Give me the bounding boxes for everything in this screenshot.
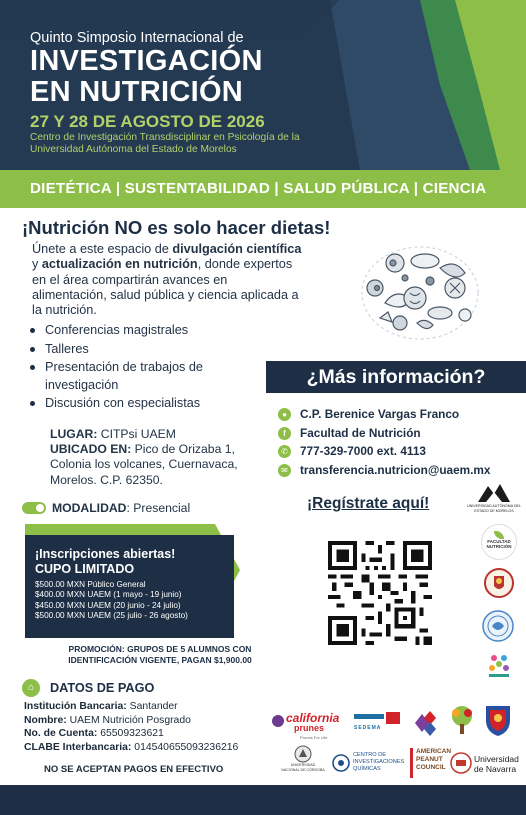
- california-prunes-logo: [272, 711, 342, 745]
- event-venue-line2: Universidad Autónoma del Estado de Morelos: [30, 143, 237, 155]
- modality-line: [22, 500, 190, 516]
- payment-value: 014540655093236216: [131, 741, 239, 753]
- cordoba-crest-icon: [294, 745, 312, 763]
- no-cash-notice: NO SE ACEPTAN PAGOS EN EFECTIVO: [44, 764, 224, 775]
- payment-label: Nombre:: [24, 714, 67, 726]
- event-title-line2: EN NUTRICIÓN: [30, 76, 244, 108]
- payment-label: Institución Bancaria:: [24, 701, 127, 712]
- contact-person: [278, 405, 518, 423]
- sedema-logo: [354, 712, 404, 734]
- payment-row: [24, 700, 274, 714]
- person-icon: ●: [278, 408, 291, 421]
- list-item: Discusión con especialistas: [30, 395, 260, 413]
- navarra-line-2: de Navarra: [474, 764, 517, 774]
- prunes-tagline: Prunes For Life: [300, 735, 328, 740]
- event-header: [0, 0, 526, 170]
- venue-value: CITPsi UAEM: [97, 427, 176, 441]
- registration-box: [25, 535, 234, 638]
- modality-label: MODALIDAD: [52, 501, 127, 515]
- promo-line2: IDENTIFICACIÓN VIGENTE, PAGAN $1,900.00: [68, 655, 252, 665]
- health-program-icon: [486, 652, 512, 680]
- contact-list: [278, 405, 518, 479]
- phone-icon: ✆: [278, 445, 291, 458]
- register-link[interactable]: ¡Regístrate aquí!: [307, 495, 430, 512]
- payment-row: [24, 714, 274, 728]
- payment-value: UAEM Nutrición Posgrado: [66, 714, 191, 726]
- list-item: $500.00 MXN Público General: [35, 580, 146, 589]
- contact-facebook-text[interactable]: Facultad de Nutrición: [300, 425, 421, 440]
- venue-line: [50, 427, 265, 442]
- intro-bold-1: divulgación científica: [172, 242, 302, 256]
- uaem-emblem-icon: [476, 480, 512, 504]
- intro-text-1: Únete a este espacio de: [32, 242, 173, 256]
- facebook-icon: f: [278, 427, 291, 440]
- payment-heading: [22, 679, 154, 697]
- tree-emblem-icon: [447, 704, 477, 738]
- facultad-caption-1: FACULTAD: [487, 539, 511, 544]
- event-venue: [30, 132, 360, 155]
- centro-caption-3: QUÍMICAS: [353, 766, 381, 772]
- payment-row: [24, 727, 274, 741]
- event-date: 27 Y 28 DE AGOSTO DE 2026: [30, 112, 265, 131]
- leaf-icon: [494, 531, 504, 539]
- contact-phone[interactable]: [278, 442, 518, 460]
- activities-list: [30, 322, 260, 414]
- contact-facebook[interactable]: [278, 424, 518, 442]
- list-item: $400.00 MXN UAEM (1 mayo - 19 junio): [35, 590, 182, 600]
- cordoba-caption-1: UNIVERSIDAD: [290, 763, 316, 767]
- intro-heading: ¡Nutrición NO es solo hacer dietas!: [22, 217, 331, 238]
- uaem-caption: UNIVERSIDAD AUTÓNOMA DEL ESTADO DE MORELOS: [467, 504, 521, 513]
- prune-icon: [272, 715, 284, 727]
- payment-value: Santander: [126, 701, 178, 712]
- event-title: [30, 46, 263, 108]
- contact-email-text[interactable]: transferencia.nutricion@uaem.mx: [300, 462, 491, 477]
- registration-qr-code[interactable]: [328, 541, 432, 645]
- group-promotion: [45, 644, 275, 666]
- address-line: [50, 442, 265, 488]
- more-info-heading: ¿Más información?: [266, 361, 526, 393]
- navarra-seal-icon: [450, 751, 472, 775]
- payment-value: 65509323621: [97, 728, 164, 740]
- cordoba-logo: [278, 745, 328, 779]
- vegetables-illustration: [355, 243, 485, 343]
- topics-banner: DIETÉTICA | SUSTENTABILIDAD | SALUD PÚBLICA | CIENCIA: [0, 170, 526, 208]
- prunes-text: prunes: [294, 723, 325, 733]
- navarra-line-1: Universidad: [474, 754, 519, 764]
- california-text: california: [286, 711, 340, 725]
- sedema-text: SEDEMA: [354, 725, 382, 731]
- facultad-caption-2: NUTRICIÓN: [486, 544, 512, 549]
- list-item: Conferencias magistrales: [30, 322, 260, 340]
- peanut-line-2: PEANUT: [416, 756, 443, 763]
- navarra-logo: [450, 748, 522, 778]
- sedema-stripe: [354, 714, 384, 719]
- contact-phone-text[interactable]: 777-329-7000 ext. 4113: [300, 444, 426, 458]
- list-item: Talleres: [30, 341, 260, 359]
- promo-line1: PROMOCIÓN: GRUPOS DE 5 ALUMNOS CON: [68, 644, 252, 654]
- crest-icon: [482, 702, 514, 738]
- intro-text-3: , donde expertos en el área compartirán avances en alimentación, salud pública y ciencia aplicada a la nutrición.: [32, 257, 299, 318]
- contact-person-text: C.P. Berenice Vargas Franco: [300, 407, 460, 421]
- modality-value: : Presencial: [126, 501, 191, 515]
- location-block: [50, 427, 265, 488]
- event-kicker: Quinto Simposio Internacional de: [30, 30, 244, 46]
- intro-text-2: y: [32, 257, 42, 272]
- footer-bar: [0, 785, 526, 815]
- payment-row: [24, 741, 274, 755]
- list-item: $450.00 MXN UAEM (20 junio - 24 julio): [35, 600, 181, 610]
- intro-paragraph: [32, 242, 302, 318]
- cordoba-caption-2: NACIONAL DE CÓRDOBA: [281, 767, 325, 772]
- bank-icon: ⌂: [22, 679, 40, 697]
- university-seal-icon: [484, 566, 514, 600]
- list-item: $500.00 MXN UAEM (25 julio - 26 agosto): [35, 611, 188, 621]
- payment-details: [24, 700, 274, 754]
- peanut-line-1: AMERICAN: [416, 748, 452, 755]
- molecule-icon: [332, 754, 350, 772]
- venue-label: LUGAR:: [50, 427, 98, 441]
- mail-icon: ✉: [278, 464, 291, 477]
- event-title-line1: INVESTIGACIÓN: [30, 45, 263, 77]
- centro-caption-2: INVESTIGACIONES: [353, 759, 405, 765]
- institute-seal-icon: [482, 610, 514, 642]
- contact-email[interactable]: [278, 461, 518, 479]
- event-venue-line1: Centro de Investigación Transdisciplinar en Psicología de la: [30, 132, 300, 143]
- payment-label: No. de Cuenta:: [24, 728, 98, 740]
- list-item: Presentación de trabajos de investigación: [30, 359, 260, 394]
- american-peanut-council-logo: [410, 748, 452, 778]
- facultad-nutricion-logo: [481, 524, 517, 560]
- address-value: Pico de Orizaba 1, Colonia los volcanes, Cuernavaca, Morelos. C.P. 62350.: [50, 442, 238, 487]
- price-list: [35, 580, 234, 622]
- payment-label: CLABE Interbancaria:: [24, 741, 132, 753]
- toggle-icon: [22, 502, 46, 514]
- peanut-line-3: COUNCIL: [416, 764, 446, 771]
- payment-title: DATOS DE PAGO: [50, 681, 155, 695]
- centro-quimicas-logo: [332, 750, 408, 776]
- intro-bold-2: actualización en nutrición: [41, 257, 198, 272]
- partner-geometric-icon: [410, 709, 440, 737]
- address-label: UBICADO EN:: [50, 442, 132, 457]
- centro-caption-1: CENTRO DE: [353, 752, 386, 758]
- registration-open: ¡Inscripciones abiertas!: [35, 547, 176, 561]
- inta-badge: [386, 712, 400, 724]
- limited-capacity: CUPO LIMITADO: [35, 562, 135, 576]
- uaem-logo: [466, 480, 522, 520]
